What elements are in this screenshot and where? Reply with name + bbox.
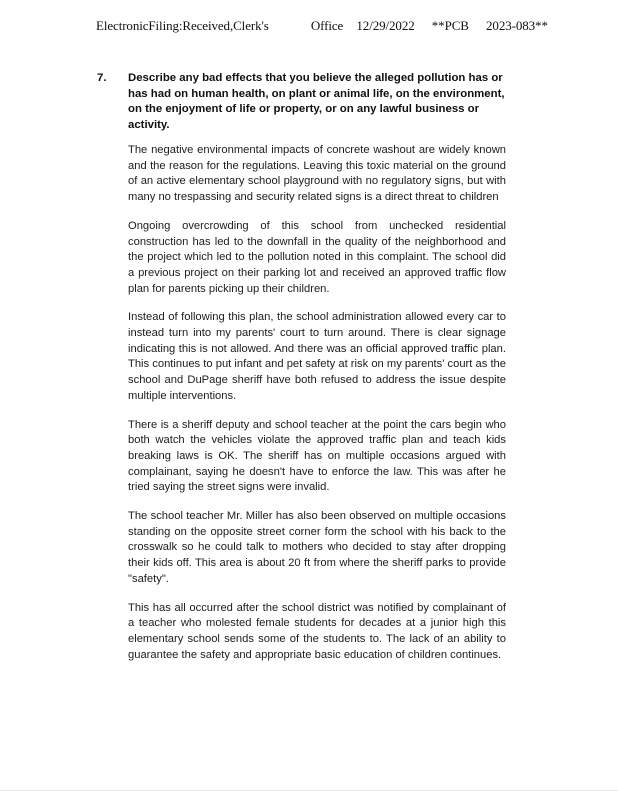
question-text: Describe any bad effects that you believe the alleged pollution has or has had on human health, on plant or animal life, on the environment, on the enjoyment of life or property, or on any lawful business or activity. bbox=[128, 72, 505, 131]
answer-paragraph: The school teacher Mr. Miller has also been observed on multiple occasions standing on the opposite street corner form the school with his back to the crosswalk so he could talk to mothers who decided to stay after dropping their kids off. This area is about 20 ft from where the sheriff parks to provide "safety". bbox=[128, 510, 506, 585]
answer-paragraph: The negative environmental impacts of concrete washout are widely known and the reason for the regulations. Leaving this toxic material on the ground of an active elementary school playground with no regulatory signs, but with many no trespassing and security related signs is a direct threat to children bbox=[128, 144, 506, 204]
answer-paragraph: Instead of following this plan, the school administration allowed every car to instead turn into my parents' court to turn around. There is clear signage indicating this is not allowed. And there was an official approved traffic plan. This continues to put infant and pet safety at risk on my parents' court as the school and DuPage sheriff have both refused to address the issue despite multiple interventions. bbox=[128, 311, 506, 402]
filing-office: Office bbox=[310, 18, 344, 33]
answer-paragraph: This has all occurred after the school district was notified by complainant of a teacher who molested female students for decades at a junior high this elementary school sends some of the students to. The lack of an ability to guarantee the safety and appropriate basic education of children continues. bbox=[128, 601, 506, 661]
filing-case-number: 2023-083** bbox=[486, 18, 548, 33]
answer-body bbox=[128, 143, 506, 676]
filing-pcb-label: **PCB bbox=[431, 18, 469, 33]
answer-paragraph: There is a sheriff deputy and school teacher at the point the cars begin who both watch the vehicles violate the approved traffic plan and teach kids breaking laws is OK. The sheriff has on multiple occasions argued with complainant, saying he doesn't have to enforce the law. This was after he tried saying the street signs were invalid. bbox=[128, 418, 506, 494]
filing-stamp-text: ElectronicFiling:Received,Clerk's bbox=[96, 18, 269, 33]
filing-stamp-header bbox=[96, 18, 548, 34]
question-number: 7. bbox=[97, 72, 107, 84]
answer-paragraph: Ongoing overcrowding of this school from unchecked residential construction has led to the downfall in the quality of the neighborhood and the project which led to the pollution noted in this complaint. The school did a previous project on their parking lot and received an approved traffic flow plan for parents picking up their children. bbox=[128, 219, 506, 295]
page-bottom-edge bbox=[0, 790, 618, 791]
filing-date: 12/29/2022 bbox=[356, 18, 415, 33]
